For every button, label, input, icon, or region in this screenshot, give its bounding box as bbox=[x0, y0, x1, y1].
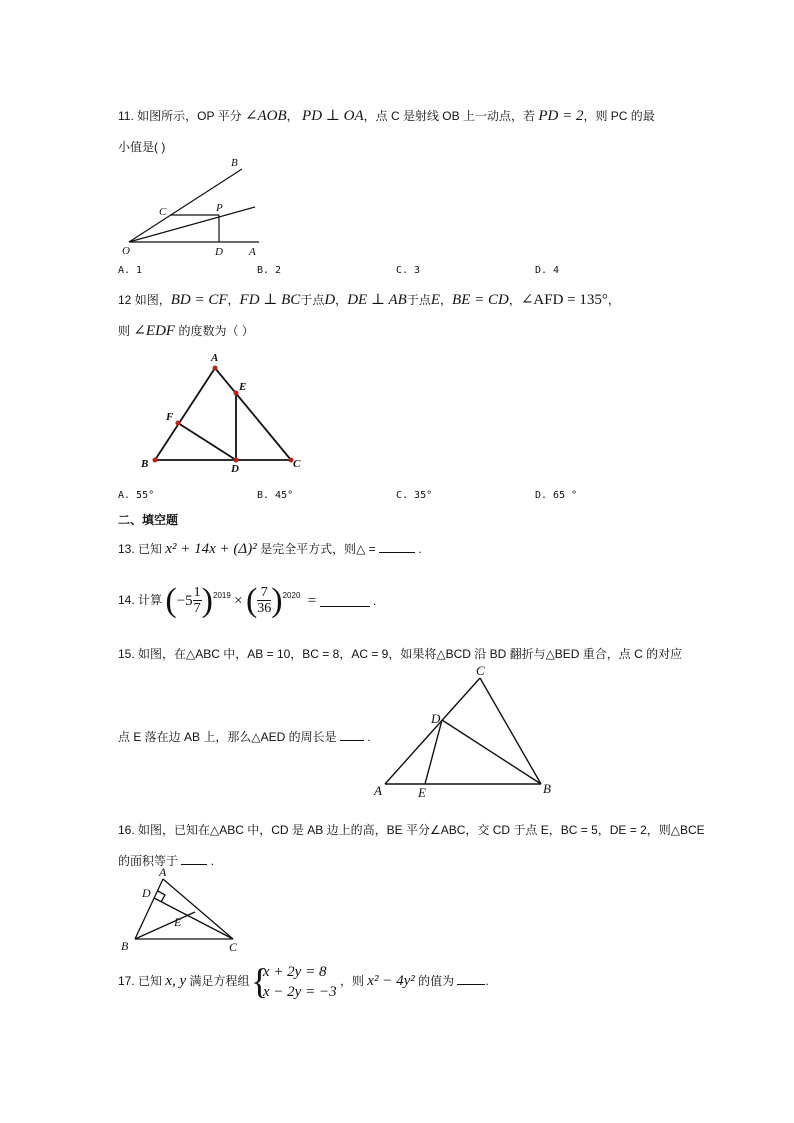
q14-fraction-2: $\frac{7}{36}$ bbox=[257, 585, 272, 617]
q16-label-c: C bbox=[229, 940, 238, 954]
q12-option-d[interactable]: D. 65 ° bbox=[535, 490, 578, 501]
q12-option-a[interactable]: A. 55° bbox=[118, 490, 155, 501]
q12-label-b: B bbox=[141, 458, 149, 470]
q15-label-b: B bbox=[543, 781, 551, 796]
q11-option-b[interactable]: B. 2 bbox=[257, 265, 282, 276]
q11-line1: 11. 如图所示，OP 平分 ∠AOB， PD ⊥ OA，点 C 是射线 OB 上一动点，若 PD = 2，则 PC 的最 bbox=[118, 108, 655, 124]
q15-label-e: E bbox=[418, 785, 426, 800]
q17-equation-system bbox=[250, 960, 337, 1002]
q11-line2: 小值是( ) bbox=[118, 140, 166, 154]
q14-number: 14 bbox=[118, 593, 132, 607]
q11-label-a: A bbox=[249, 246, 256, 258]
q17-answer-blank[interactable] bbox=[457, 972, 485, 985]
q11-label-o: O bbox=[122, 245, 130, 257]
q16-figure bbox=[115, 864, 255, 954]
q15-number: 15 bbox=[118, 647, 132, 661]
q11-label-p: P bbox=[216, 202, 223, 214]
q16-line1: 16. 如图，已知在△ABC 中，CD 是 AB 边上的高，BE 平分∠ABC，交 CD 于点 E，BC = 5，DE = 2，则△BCE bbox=[118, 823, 705, 837]
q12-line1: 12 如图，BD = CF，FD ⊥ BC于点D，DE ⊥ AB于点E，BE = CD，∠AFD = 135°， bbox=[118, 292, 620, 308]
q15-line1: 15. 如图，在△ABC 中，AB = 10，BC = 8，AC = 9，如果将△BCD 沿 BD 翻折与△BED 重合，点 C 的对应 bbox=[118, 647, 683, 661]
q13-expression: x² + 14x + (Δ)² bbox=[165, 541, 257, 557]
q16-label-e: E bbox=[174, 915, 182, 929]
q12-line2: 则 ∠EDF 的度数为（ ） bbox=[118, 323, 254, 339]
q11-label-b: B bbox=[231, 157, 238, 169]
q11-pd-perp-oa: PD ⊥ OA bbox=[302, 108, 364, 124]
q16-label-b: B bbox=[121, 939, 129, 953]
q15-label-c: C bbox=[476, 663, 485, 678]
q11-label-d: D bbox=[215, 246, 223, 258]
q15-figure bbox=[368, 662, 558, 802]
q17-equation-2: x − 2y = −3 bbox=[262, 983, 337, 1000]
q11-option-a[interactable]: A. 1 bbox=[118, 265, 143, 276]
q12-label-d: D bbox=[231, 463, 239, 475]
q14-answer-blank[interactable] bbox=[320, 594, 370, 607]
q16-label-d: D bbox=[142, 886, 151, 900]
q12-label-c: C bbox=[293, 458, 301, 470]
q15-label-d: D bbox=[431, 711, 441, 726]
q15-line2: 点 E 落在边 AB 上，那么△AED 的周长是 . bbox=[118, 730, 371, 744]
q14-line: 14. 计算 (−5 $\frac{1}{7}$ )$^{2019}$ × ( $\frac{7}{36}$ )$^{2020}$ = . bbox=[118, 581, 377, 619]
q15-label-a: A bbox=[374, 783, 382, 798]
q13-number: 13 bbox=[118, 542, 132, 556]
q17-number: 17 bbox=[118, 974, 132, 988]
q11-number: 11 bbox=[118, 109, 131, 123]
q11-pd-eq-2: PD = 2 bbox=[538, 108, 584, 124]
q11-angle-aob: ∠AOB bbox=[244, 108, 287, 124]
q11-label-c: C bbox=[159, 206, 167, 218]
q12-label-f: F bbox=[166, 411, 174, 423]
q16-label-a: A bbox=[159, 865, 167, 879]
q17-equation-1: x + 2y = 8 bbox=[262, 963, 327, 980]
q12-number: 12 bbox=[118, 293, 132, 307]
q16-number: 16 bbox=[118, 823, 132, 837]
q17-line: 17. 已知 x, y 满足方程组 { x + 2y = 8 x − 2y = −3 ，则 x² − 4y² 的值为 . bbox=[118, 960, 489, 1001]
q12-option-c[interactable]: C. 35° bbox=[396, 490, 433, 501]
q12-label-e: E bbox=[239, 381, 247, 393]
q14-fraction-1: $\frac{1}{7}$ bbox=[193, 585, 201, 617]
q12-angle-edf: ∠EDF bbox=[133, 323, 176, 339]
section-fill-in-blank-heading: 二、填空题 bbox=[118, 513, 179, 527]
q12-option-b[interactable]: B. 45° bbox=[257, 490, 294, 501]
q11-option-c[interactable]: C. 3 bbox=[396, 265, 421, 276]
q11-figure bbox=[115, 155, 285, 265]
q12-label-a: A bbox=[211, 352, 219, 364]
q11-option-d[interactable]: D. 4 bbox=[535, 265, 560, 276]
q16-line2: 的面积等于 . bbox=[118, 854, 215, 868]
q13-answer-blank[interactable] bbox=[379, 540, 415, 553]
q12-figure bbox=[135, 348, 305, 473]
q13-line: 13. 已知 x² + 14x + (Δ)² 是完全平方式，则△ = . bbox=[118, 541, 422, 557]
q15-answer-blank[interactable] bbox=[340, 728, 364, 741]
q17-brace: { bbox=[250, 960, 269, 1001]
